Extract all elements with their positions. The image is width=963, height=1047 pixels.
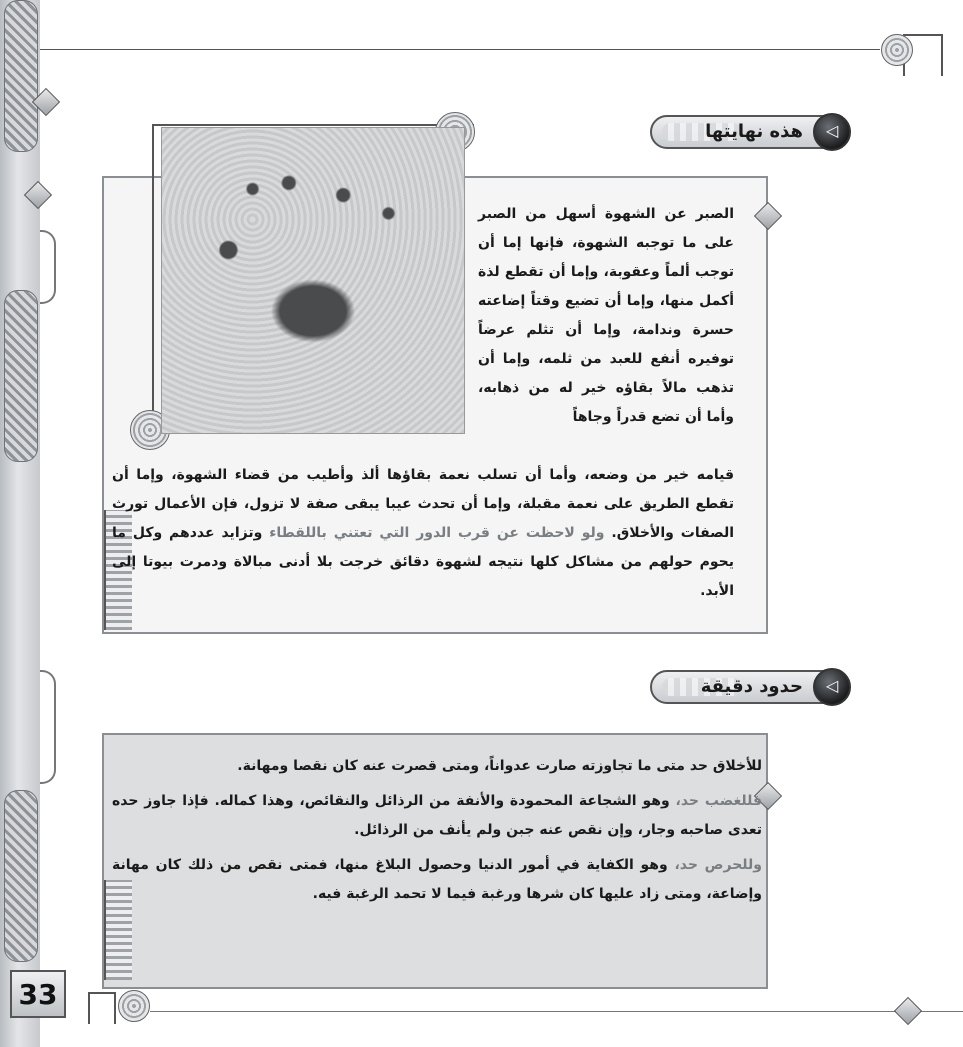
bottom-rule <box>150 1011 963 1012</box>
paragraph-rest: وهو الكفاية في أمور الدنيا وحصول البلاغ منها، فمتى نقص من ذلك كان مهانة وإضاعة، ومتى زاد عليها كان شرها ورغبة فيما لا تحمد الرغبة فيه. <box>112 857 762 902</box>
paragraph-end: وتزايد عددهم وكل ما يحوم حولهم من مشاكل كلها نتيجه لشهوة دقائق خرجت بلا أدنى مبالاة ودمرت بيوتا إلى الأبد. <box>112 525 734 599</box>
side-paragraph: الصبر عن الشهوة أسهل من الصبر على ما توجبه الشهوة، فإنها إما أن توجب ألماً وعقوبة، وإما أن تقطع لذة أكمل منها، وإما أن تضيع وقتاً إضاعته حسرة وندامة، وإما أن تثلم عرضاً توفيره أنفع للعبد من ثلمه، وإما أن تذهب مالاً بقاؤه خير له من ذهابه، وأما أن تضع قدراً وجاهاً <box>478 206 734 425</box>
bottom-corner-ornament <box>118 990 150 1022</box>
section-title-pill <box>650 670 845 704</box>
strip-band <box>40 230 56 304</box>
arrow-left-icon: ◁ <box>813 113 851 151</box>
section2-text <box>112 752 762 915</box>
ornament-middle <box>4 290 38 462</box>
paragraph-main: قيامه خير من وضعه، وأما أن تسلب نعمة بقاؤها ألذ وأطيب من قضاء الشهوة، وإما أن تقطع الطريق على نعمة مقبلة، وإما أن تحدث عيبا يبقى صفة لا تزول، فإن الأعمال تورث الصفات والأخلاق. <box>112 467 735 541</box>
strip-band <box>40 670 56 784</box>
paragraph <box>112 787 762 845</box>
paragraph: للأخلاق حد متى ما تجاوزته صارت عدواناً، ومتى قصرت عنه كان نقصا ومهانة. <box>237 758 762 774</box>
section-title: حدود دقيقة <box>700 676 803 697</box>
ornament-top <box>4 0 38 152</box>
section-title: هذه نهايتها <box>705 121 803 142</box>
corner-ornament <box>881 34 913 66</box>
diamond-ornament <box>894 997 922 1025</box>
paragraph-lead: وللحرص حد، <box>674 857 762 873</box>
paragraph-lead: فللغضب حد، <box>675 793 763 809</box>
arrow-left-icon: ◁ <box>813 668 851 706</box>
ornament-bottom <box>4 790 38 962</box>
left-ornament-strip <box>0 0 40 1047</box>
top-rule <box>40 49 880 50</box>
paragraph-rest: وهو الشجاعة المحمودة والأنفة من الرذائل والنقائص، وهذا كماله. فإذا جاوز حده تعدى صاحبه وجار، وإن نقص عنه جبن ولم يأنف من الرذائل. <box>112 793 762 838</box>
page-number: 33 <box>10 970 66 1018</box>
paragraph-highlight: ولو لاحظت عن قرب الدور التي تعتني باللقطاء <box>269 525 605 541</box>
paragraph <box>112 851 762 909</box>
handprint-photo <box>161 127 465 434</box>
bottom-bracket <box>88 992 116 1024</box>
full-paragraph <box>112 461 734 606</box>
section-title-pill <box>650 115 845 149</box>
